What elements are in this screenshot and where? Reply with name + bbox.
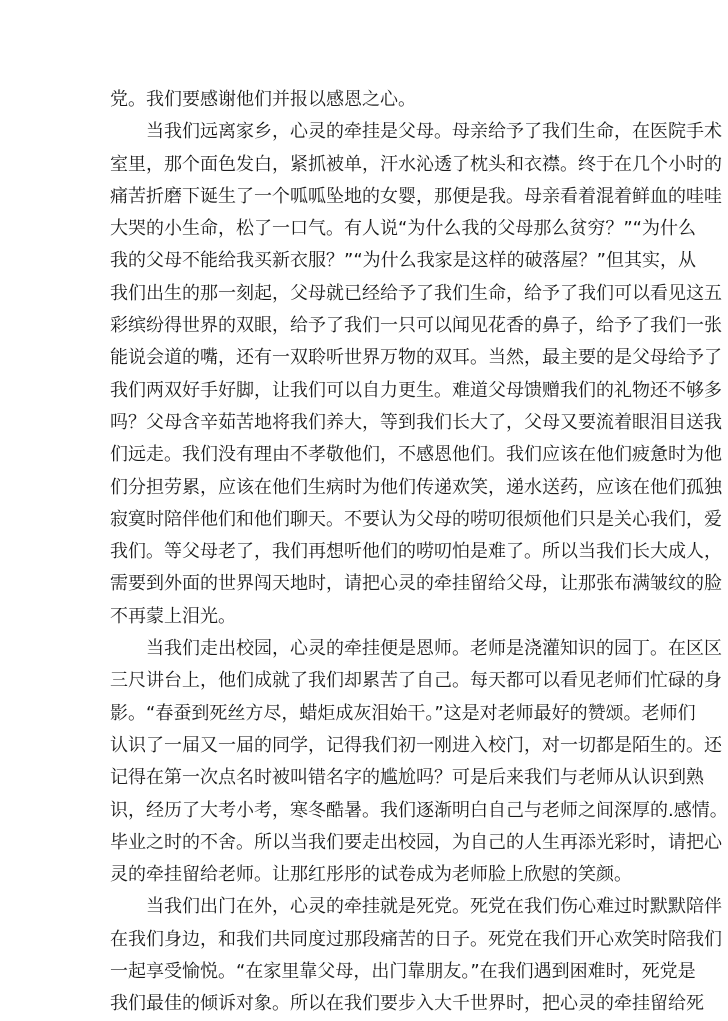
document-body — [110, 84, 728, 1021]
text-line: 识，经历了大考小考，寒冬酷暑。我们逐渐明白自己与老师之间深厚的.感情。 — [110, 799, 728, 821]
text-line: 党。我们要感谢他们并报以感恩之心。 — [110, 89, 416, 110]
paragraph-teachers — [110, 633, 728, 891]
text-line: 室里，那个面色发白，紧抓被单，汗水沁透了枕头和衣襟。终于在几个小时的 — [110, 153, 722, 175]
text-line: 三尺讲台上，他们成就了我们却累苦了自己。每天都可以看见老师们忙碌的身 — [110, 670, 722, 692]
text-line: 我们。等父母老了，我们再想听他们的唠叨怕是难了。所以当我们长大成人， — [110, 541, 722, 563]
text-line: 们远走。我们没有理由不孝敬他们，不感恩他们。我们应该在他们疲惫时为他 — [110, 444, 722, 466]
text-line: 灵的牵挂留给老师。让那红彤彤的试卷成为老师脸上欣慰的笑颜。 — [110, 864, 632, 886]
text-line: 我们出生的那一刻起，父母就已经给予了我们生命，给予了我们可以看见这五 — [110, 282, 722, 304]
text-line: 影。“春蚕到死丝方尽，蜡炬成灰泪始干。”这是对老师最好的赞颂。老师们 — [110, 702, 696, 724]
text-line: 一起享受愉悦。“在家里靠父母，出门靠朋友。”在我们遇到困难时，死党是 — [110, 961, 696, 983]
text-line: 当我们远离家乡，心灵的牵挂是父母。母亲给予了我们生命，在医院手术 — [146, 121, 722, 143]
paragraph-parents — [110, 116, 722, 633]
paragraph-friends — [110, 891, 722, 1020]
text-line: 我的父母不能给我买新衣服？”“为什么我家是这样的破落屋？”但其实，从 — [110, 250, 696, 272]
text-line: 大哭的小生命，松了一口气。有人说“为什么我的父母那么贫穷？”“为什么 — [110, 218, 696, 240]
text-line: 不再蒙上泪光。 — [110, 605, 236, 627]
text-line: 我们两双好手好脚，让我们可以自力更生。难道父母馈赠我们的礼物还不够多 — [110, 379, 722, 401]
text-line: 痛苦折磨下诞生了一个呱呱坠地的女婴，那便是我。母亲看着混着鲜血的哇哇 — [110, 185, 722, 207]
text-line: 记得在第一次点名时被叫错名字的尴尬吗？可是后来我们与老师从认识到熟 — [110, 767, 704, 789]
text-line: 寂寞时陪伴他们和他们聊天。不要认为父母的唠叨很烦他们只是关心我们，爱 — [110, 508, 722, 530]
text-line: 们分担劳累，应该在他们生病时为他们传递欢笑，递水送药，应该在他们孤独 — [110, 476, 722, 498]
text-line: 毕业之时的不舍。所以当我们要走出校园，为自己的人生再添光彩时，请把心 — [110, 831, 722, 853]
text-line: 需要到外面的世界闯天地时，请把心灵的牵挂留给父母，让那张布满皱纹的脸 — [110, 573, 722, 595]
text-line: 能说会道的嘴，还有一双聆听世界万物的双耳。当然，最主要的是父母给予了 — [110, 347, 722, 369]
text-line: 吗？父母含辛茹苦地将我们养大，等到我们长大了，父母又要流着眼泪目送我 — [110, 411, 722, 433]
text-line: 认识了一届又一届的同学，记得我们初一刚进入校门，对一切都是陌生的。还 — [110, 734, 722, 756]
text-line: 彩缤纷得世界的双眼，给予了我们一只可以闻见花香的鼻子，给予了我们一张 — [110, 315, 722, 337]
text-line: 当我们出门在外，心灵的牵挂就是死党。死党在我们伤心难过时默默陪伴 — [146, 896, 722, 918]
text-line: 当我们走出校园，心灵的牵挂便是恩师。老师是浇灌知识的园丁。在区区 — [146, 638, 722, 660]
paragraph-1 — [110, 84, 610, 116]
text-line: 我们最佳的倾诉对象。所以在我们要步入大千世界时，把心灵的牵挂留给死 — [110, 993, 704, 1015]
text-line: 在我们身边，和我们共同度过那段痛苦的日子。死党在我们开心欢笑时陪我们 — [110, 928, 722, 950]
